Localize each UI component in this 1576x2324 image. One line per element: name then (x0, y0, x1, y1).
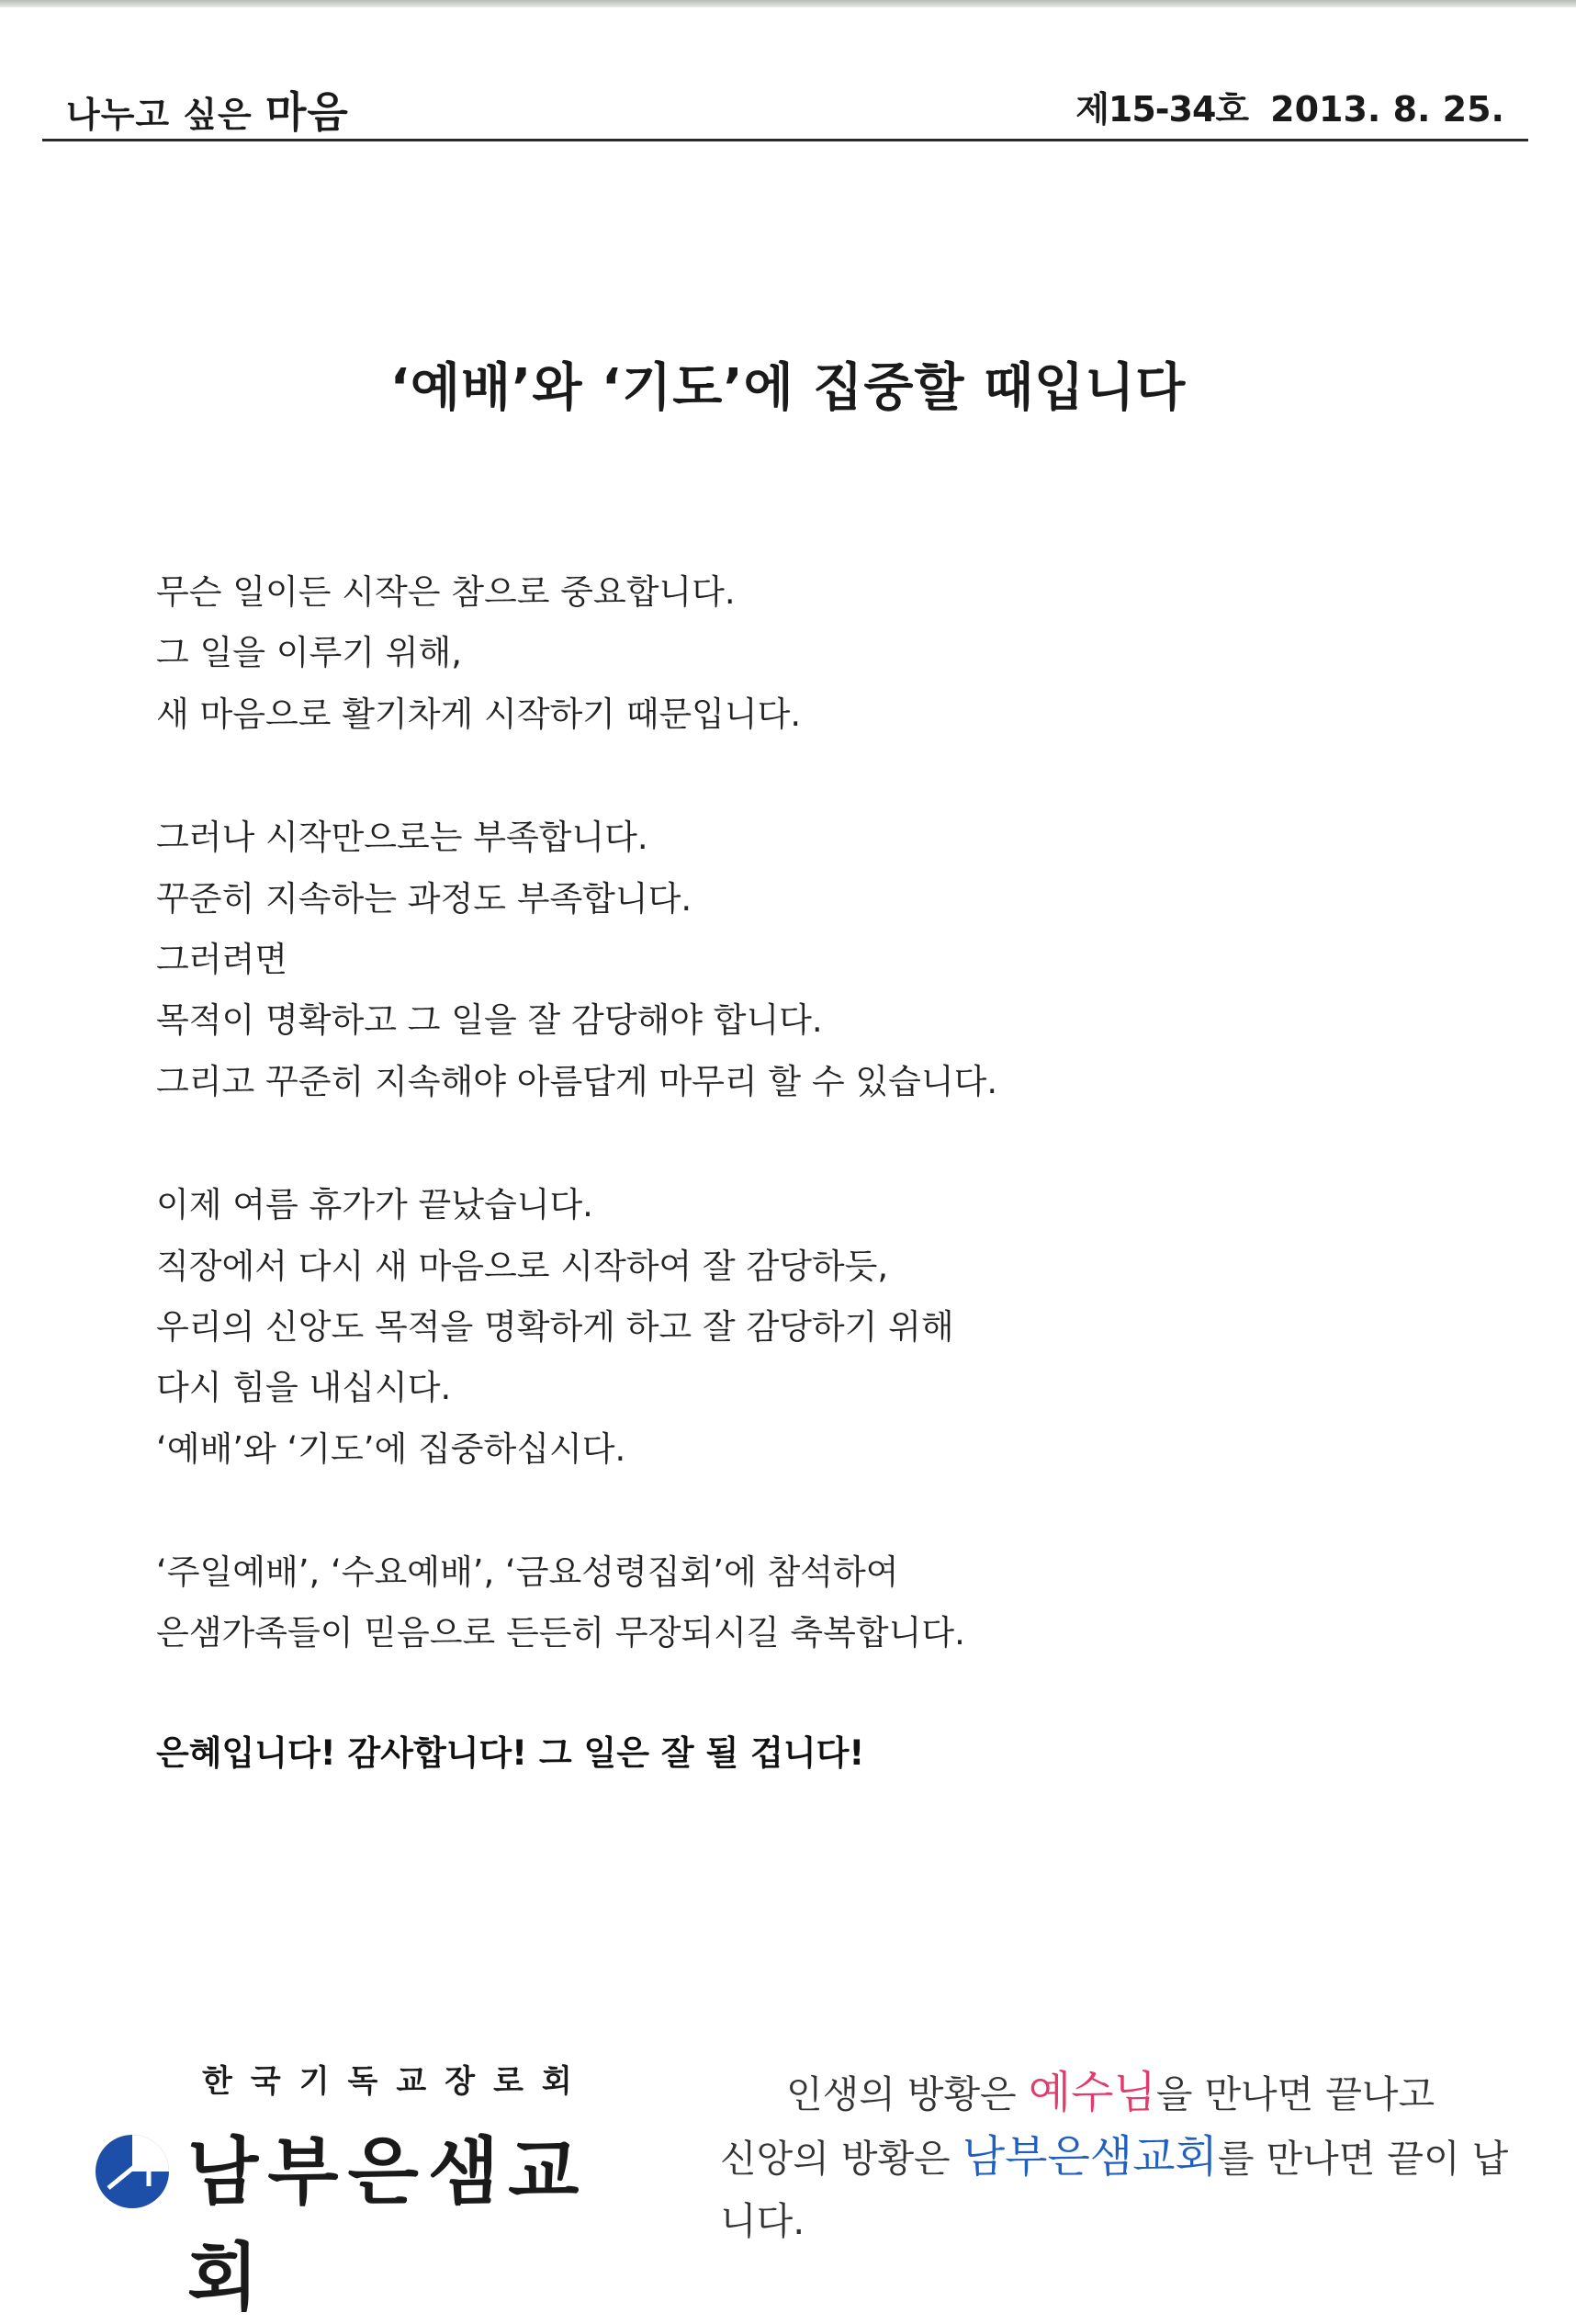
issue-date: 2013. 8. 25. (1270, 89, 1504, 130)
church-logo-icon (92, 2131, 173, 2212)
text-line: 그러려면 (156, 939, 287, 979)
header-divider (42, 139, 1528, 141)
column-title-emph: 마음 (265, 87, 349, 137)
issue-number: 제15-34호 (1075, 89, 1249, 130)
church-name: 남부은샘교회 (187, 2129, 589, 2320)
text-line: 은샘가족들이 믿음으로 든든히 무장되시길 축복합니다. (156, 1613, 965, 1653)
page-title: ‘예배’와 ‘기도’에 집중할 때입니다 (389, 358, 1187, 418)
paragraph-4 (156, 1542, 1350, 1664)
closing-line: 은혜입니다! 감사합니다! 그 일은 잘 될 겁니다! (156, 1732, 865, 1773)
slogan-text: 인생의 방황은 (786, 2072, 1029, 2116)
church-signature (92, 2056, 643, 2320)
slogan-line-2 (698, 2126, 1525, 2252)
text-line: 새 마음으로 활기차게 시작하기 때문입니다. (156, 694, 802, 734)
article-body (156, 562, 1350, 1784)
text-line: 꾸준히 지속하는 과정도 부족합니다. (156, 878, 692, 919)
slogan-highlight-church: 남부은샘교회 (962, 2131, 1218, 2183)
denomination-label: 한국기독교장로회 (202, 2063, 591, 2100)
slogan-text: 를 만나면 끝이 납니다. (720, 2137, 1509, 2243)
slogan-text: 신앙의 방황은 (720, 2137, 962, 2181)
scan-edge (0, 0, 1576, 7)
text-line: 그러나 시작만으로는 부족합니다. (156, 818, 648, 858)
issue-info (1075, 81, 1504, 131)
text-line: 우리의 신앙도 목적을 명확하게 하고 잘 감당하기 위해 (156, 1306, 954, 1347)
text-line: 이제 여름 휴가가 끝났습니다. (156, 1185, 593, 1225)
church-slogan (698, 2061, 1525, 2252)
paragraph-1 (156, 562, 1350, 745)
text-line: 그리고 꾸준히 지속해야 아름답게 마무리 할 수 있습니다. (156, 1061, 998, 1101)
column-title-prefix: 나누고 싶은 (66, 95, 265, 135)
slogan-highlight-jesus: 예수님 (1028, 2067, 1156, 2118)
text-line: 무슨 일이든 시작은 참으로 중요합니다. (156, 572, 736, 612)
text-line: ‘예배’와 ‘기도’에 집중하십시다. (156, 1428, 626, 1469)
text-line: 다시 힘을 내십시다. (156, 1368, 452, 1408)
text-line: ‘주일예배’, ‘수요예배’, ‘금요성령집회’에 참석하여 (156, 1552, 899, 1593)
paragraph-3 (156, 1175, 1350, 1480)
slogan-line-1 (698, 2061, 1525, 2126)
text-line: 직장에서 다시 새 마음으로 시작하여 잘 감당하듯, (156, 1246, 889, 1286)
text-line: 목적이 명확하고 그 일을 잘 감당해야 합니다. (156, 1000, 823, 1041)
column-title (66, 79, 349, 140)
paragraph-2 (156, 807, 1350, 1112)
slogan-text: 을 만나면 끝나고 (1155, 2072, 1435, 2116)
page-header (42, 73, 1528, 138)
text-line: 그 일을 이루기 위해, (156, 633, 462, 673)
